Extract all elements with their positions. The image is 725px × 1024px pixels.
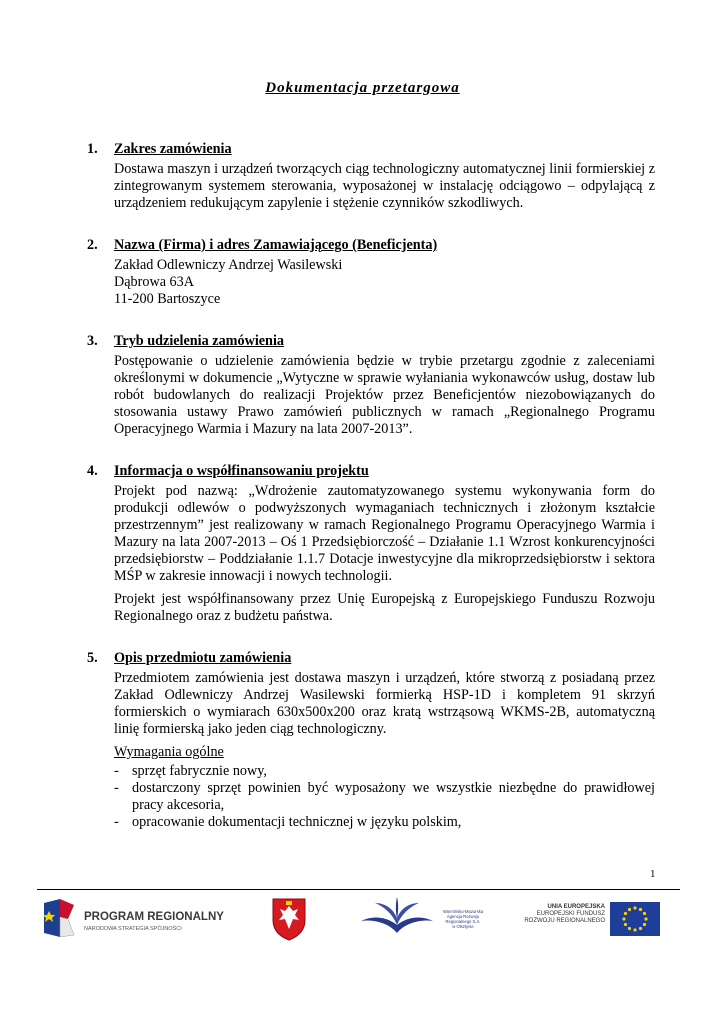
address-line-street: Dąbrowa 63A [114,274,194,290]
agency-line: Agencja Rozwoju Regionalnego S.A. [445,914,481,924]
section-number: 4. [87,463,98,479]
eu-line: ROZWOJU REGIONALNEGO [524,918,605,924]
address-block [114,257,655,308]
section-3 [87,333,655,444]
subheading: Wymagania ogólne [114,744,224,760]
section-title: Nazwa (Firma) i adres Zamawiającego (Beneficjenta) [114,237,438,253]
section-heading [87,141,655,158]
section-heading [87,333,655,350]
section-5 [87,650,655,831]
section-number: 3. [87,333,98,349]
paragraph: Postępowanie o udzielenie zamówienia będzie w trybie przetargu zgodnie z zaleceniami określonymi w dokumencie „Wytyczne w sprawie wyłaniania wykonawców usług, dostaw lub robót budowlanych do realizacji Projektów przez Beneficjentów niezobowiązanych do stosowania ustawy Prawo zamówień publicznych w ramach „Regionalnego Programu Operacyjnego Warmia i Mazury na lata 2007-2013”. [114,353,655,437]
requirements-list [114,763,655,831]
eu-line: UNIA EUROPEJSKA [547,904,605,910]
section-heading [87,650,655,667]
paragraph: Projekt pod nazwą: „Wdrożenie zautomatyzowanego systemu wykonywania form do produkcji odlewów o podwyższonych wymaganiach technicznych i złożonym kształcie przestrzennym” jest realizowany w ramach Regionalnego Programu Operacyjnego Warmia i Mazury na lata 2007-2013 – Oś 1 Przedsiębiorczość – Działanie 1.1 Wzrost konkurencyjności przedsiębiorstw – Poddziałanie 1.1.7 Dotacje inwestycyjne dla mikroprzedsiębiorstw i sektora MŚP w zakresie innowacji i nowych technologii. [114,483,655,584]
eu-line: EUROPEJSKI FUNDUSZ [536,911,605,917]
section-body [114,483,655,625]
document-title: Dokumentacja przetargowa [265,80,460,96]
footer-logos [37,895,680,947]
section-heading [87,463,655,480]
page-number: 1 [650,868,656,880]
eu-flag-icon [610,902,660,936]
section-number: 5. [87,650,98,666]
section-body [114,161,655,212]
program-name: PROGRAM REGIONALNY [84,911,224,923]
section-heading [87,237,655,254]
section-title: Zakres zamówienia [114,141,232,157]
agency-line: w Olsztynie [452,924,474,929]
list-item: - sprzęt fabrycznie nowy, [114,763,655,780]
paragraph: Projekt jest współfinansowany przez Unię Europejską z Europejskiego Funduszu Rozwoju Regionalnego oraz z budżetu państwa. [114,591,655,624]
address-line-name: Zakład Odlewniczy Andrzej Wasilewski [114,257,343,273]
section-2 [87,237,655,308]
list-item: - dostarczony sprzęt powinien być wyposażony we wszystkie niezbędne do prawidłowej pracy akcesoria, [114,780,655,814]
agency-name [435,909,491,929]
agency-line: Warmińsko-Mazurska [442,909,484,914]
section-title: Informacja o współfinansowaniu projektu [114,463,369,479]
footer-divider [37,889,680,890]
section-title: Opis przedmiotu zamówienia [114,650,292,666]
section-1 [87,141,655,218]
program-subtitle: NARODOWA STRATEGIA SPÓJNOŚCI [84,926,182,932]
eu-logo [507,900,677,940]
paragraph: Dostawa maszyn i urządzeń tworzących ciąg technologiczny automatycznej linii formierskiej z zintegrowanym systemem sterowania, wyposażonej w instalację odciągowo – odpylającą z urządzeniem redukującym zapylenie i stężenie czynników szkodliwych. [114,161,655,211]
section-4 [87,463,655,631]
program-regionalny-logo [40,897,224,943]
agency-logo [359,895,489,945]
coat-of-arms-logo [270,896,310,942]
section-body [114,353,655,438]
coat-of-arms-icon [270,896,308,942]
list-item: - opracowanie dokumentacji technicznej w języku polskim, [114,814,655,831]
section-title: Tryb udzielenia zamówienia [114,333,284,349]
section-number: 2. [87,237,98,253]
section-number: 1. [87,141,98,157]
eu-fund-text [507,904,605,925]
paragraph: Przedmiotem zamówienia jest dostawa maszyn i urządzeń, które stworzą z posiadaną przez Zakład Odlewniczy Andrzej Wasilewski formierką HSP-1D i kompletem 91 skrzyń formierskich o wymiarach 630x500x200 oraz kratą wstrząsową WKMS-2B, automatyczną linię formierską jako jeden ciąg technologiczny. [114,670,655,737]
agency-wings-icon [359,895,435,935]
program-regionalny-emblem-icon [40,897,78,941]
address-line-city: 11-200 Bartoszyce [114,291,221,307]
section-body [114,670,655,831]
